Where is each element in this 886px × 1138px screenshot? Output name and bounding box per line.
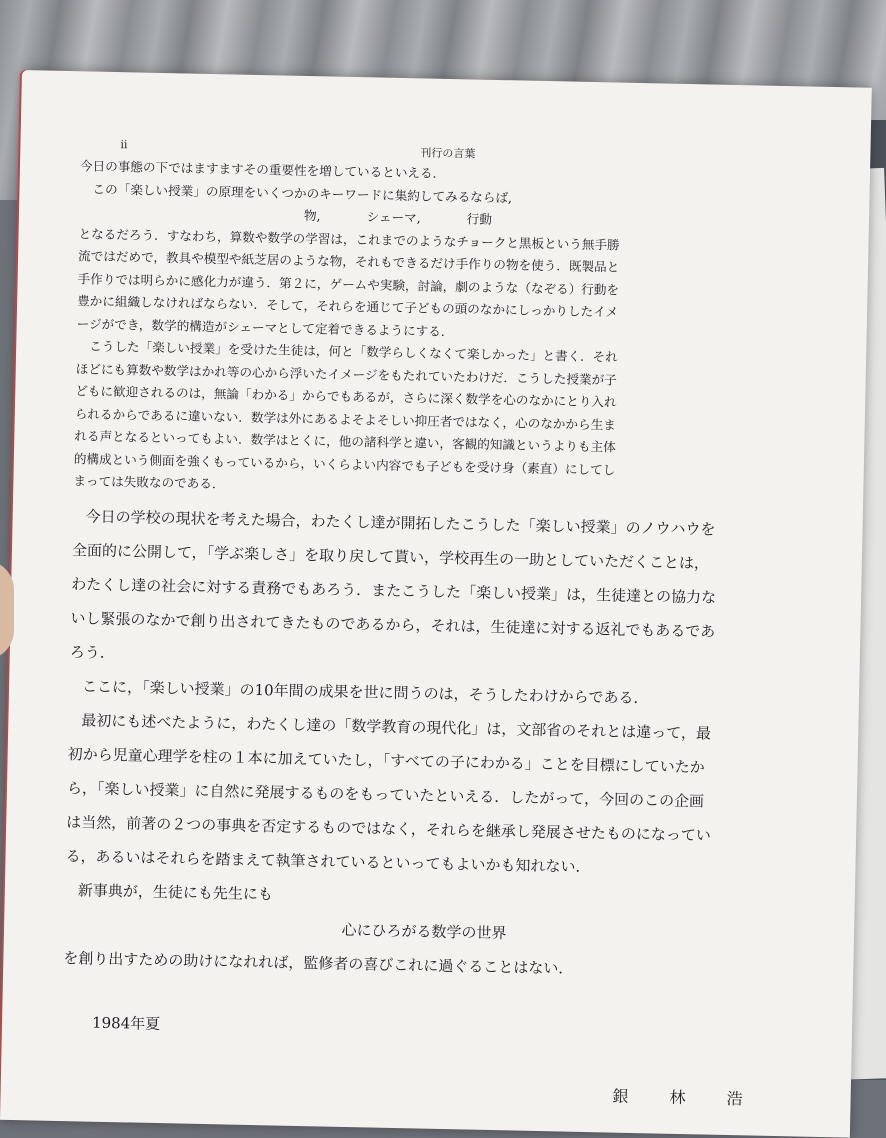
text-line: ろう． <box>69 642 116 662</box>
text-line: 全面的に公開して，「学ぶ楽しさ」を取り戻して貰い，学校再生の一助としていただくことは， <box>71 540 710 572</box>
centered-phrase: 心にひろがる数学の世界 <box>341 920 507 942</box>
text-line: を創り出すための助けになれれば，監修者の喜びこれに過ぐることはない． <box>63 948 574 978</box>
text-line: 今日の学校の現状を考えた場合，わたくし達が開拓したこうした「楽しい授業」のノウハウを <box>85 506 716 539</box>
text-line: 手作りでは明らかに感化力が違う．第２に，ゲームや実験，討論，劇のような（なぞる）行動を <box>77 270 620 298</box>
author-signature: 銀 林 浩 <box>612 1086 761 1109</box>
page-content <box>61 131 801 1109</box>
text-line: 今日の事態の下ではますますその重要性を増しているといえる. <box>79 158 437 181</box>
keyword: 行動 <box>466 211 493 227</box>
text-line: は当然，前著の２つの事典を否定するものではなく，それらを継承し発展させたものになってい <box>66 812 712 845</box>
text-line: まっては失敗なのである． <box>73 473 225 492</box>
text-line: 豊かに組織しなければならない．そして，それらを通じて子どもの頭のなかにしっかりしたイメ <box>77 293 619 320</box>
text-line: ージができ，数学的構造がシェーマとして定着できるようにする． <box>76 315 454 339</box>
page-number: ii <box>120 138 128 152</box>
book-page <box>0 70 872 1138</box>
text-line: こうした「楽しい授業」を受けた生徒は，何と「数学らしくなくて楽しかった」と書く．それ <box>89 338 618 365</box>
text-line: 最初にも述べたように，わたくし達の「数学教育の現代化」は，文部省のそれとは違って，最 <box>81 710 712 743</box>
date: 1984年夏 <box>91 1013 161 1033</box>
text-line: れる声となるといってもよい．数学はとくに，他の諸科学と違い，客観的知識というよりも主体 <box>74 428 616 455</box>
text-line: 新事典が，生徒にも先生にも <box>77 880 274 903</box>
text-line: いし緊張のなかで創り出されてきたものであるから，それは，生徒達に対する返礼でもあるであ <box>70 608 716 641</box>
text-line: ら，「楽しい授業」に自然に発展するものをもっていたといえる．したがって，今回のこの企画 <box>66 778 705 810</box>
text-line: 的構成という側面を強くもっているから，いくらよい内容でも子どもを受け身（素直）にしてし <box>73 450 616 478</box>
text-line: られるからであるに違いない．数学は外にあるよそよそしい抑圧者ではなく，心のなかから生ま <box>74 405 617 433</box>
text-line: る，あるいはそれらを踏まえて執筆されているといってもよいかも知れない． <box>65 846 591 876</box>
text-line: この「楽しい授業」の原理をいくつかのキーワードに集約してみるならば, <box>92 181 513 205</box>
keyword: シェーマ, <box>366 209 421 226</box>
text-line: どもに歓迎されるのは，無論「わかる」からでもあるが，さらに深く数学を心のなかにとり入れ <box>75 383 617 410</box>
keyword: 物, <box>303 207 321 224</box>
running-head: 刊行の言葉 <box>420 146 476 161</box>
text-line: ほどにも算数や数学はかれ等の心から浮いたイメージをもたれていたわけだ．こうした授業が子 <box>75 360 617 388</box>
text-line: ここに，「楽しい授業」の10年間の成果を世に問うのは，そうしたわけからである． <box>81 676 649 707</box>
text-line: わたくし達の社会に対する責務でもあろう．またこうした「楽しい授業」は，生徒達との協力な <box>71 574 717 607</box>
text-line: 初から児童心理学を柱の１本に加えていたし，「すべての子にわかる」ことを目標にしていたか <box>67 744 705 776</box>
text-line: 流ではだめで，教具や模型や紙芝居のような物，それもできるだけ手作りの物を使う．既製品と <box>77 248 620 275</box>
text-line: となるだろう．すなわち，算数や数学の学習は，これまでのようなチョークと黒板という無手勝 <box>78 225 620 253</box>
